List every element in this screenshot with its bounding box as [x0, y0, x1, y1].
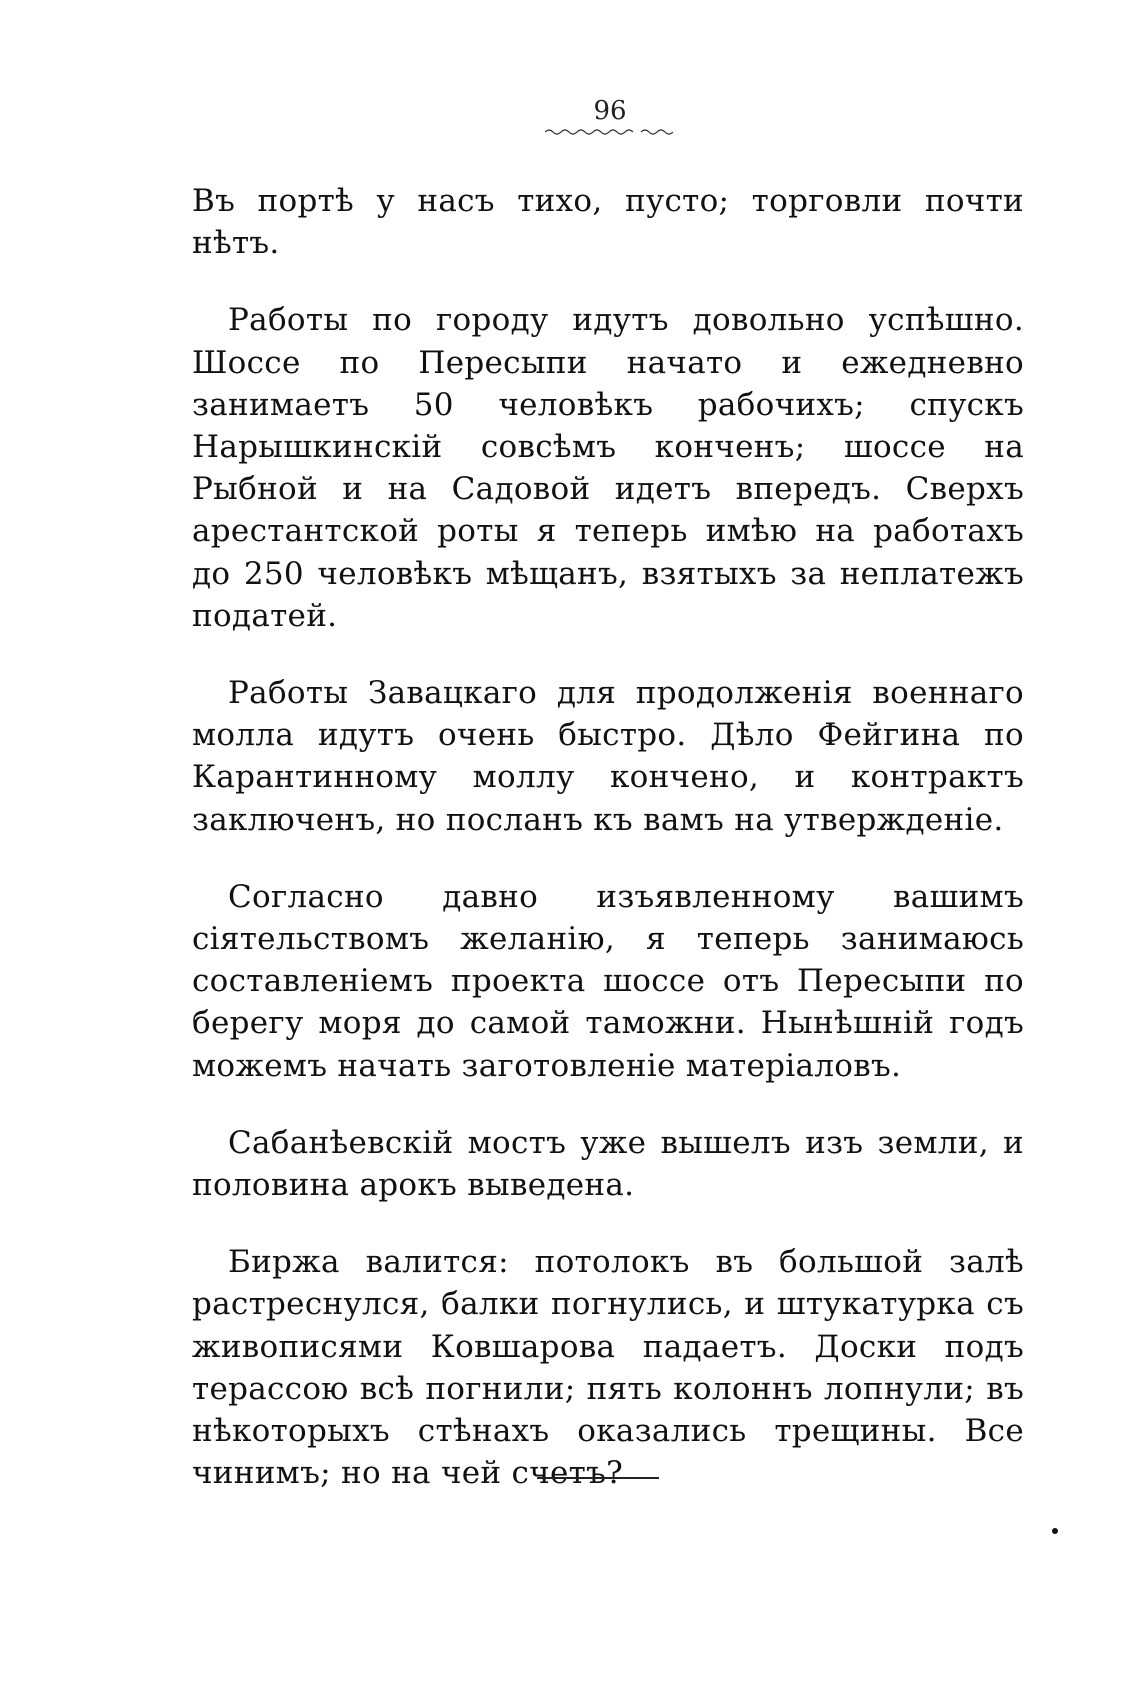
- end-rule: [537, 1477, 659, 1479]
- body-text: [192, 180, 1024, 1529]
- paragraph-city-works: Работы по городу идутъ довольно успѣшно. Шоссе по Пересыпи начато и ежедневно занимаетъ 50 человѣкъ рабочихъ; спускъ Нарышкинскій совсѣмъ конченъ; шоссе на Рыбной и на Садовой идетъ впередъ. Сверхъ арестантской роты я теперь имѣю на работахъ до 250 человѣкъ мѣщанъ, взятыхъ за неплатежъ податей.: [192, 302, 1024, 634]
- page-number: 96: [593, 96, 627, 126]
- page-header: [540, 96, 680, 136]
- paragraph-port: Въ портѣ у насъ тихо, пусто; торговли почти нѣтъ.: [192, 183, 1024, 262]
- paragraph-sabaneev-bridge: Сабанѣевскій мостъ уже вышелъ изъ земли, и половина арокъ выведена.: [192, 1124, 1024, 1204]
- ink-speck: [1052, 1528, 1058, 1534]
- ornamental-wavy-rule: [545, 128, 675, 136]
- paragraph-military-mole: Работы Завацкаго для продолженія военнаго молла идутъ очень быстро. Дѣло Фейгина по Карантинному моллу кончено, и контрактъ заключенъ, но посланъ къ вамъ на утвержденіе.: [192, 675, 1024, 838]
- paragraph-highway-project: Согласно давно изъявленному вашимъ сіятельствомъ желанію, я теперь занимаюсь составленіемъ проекта шоссе отъ Пересыпи по берегу моря до самой таможни. Нынѣшній годъ можемъ начать заготовленіе матеріаловъ.: [192, 878, 1024, 1084]
- paragraph-exchange: Биржа валится: потолокъ въ большой залѣ растреснулся, балки погнулись, и штукатурка съ живописями Ковшарова падаетъ. Доски подъ терассою всѣ погнили; пять колоннъ лопнули; въ нѣкоторыхъ стѣнахъ оказались трещины. Все чинимъ; но на чей счетъ?: [192, 1244, 1024, 1492]
